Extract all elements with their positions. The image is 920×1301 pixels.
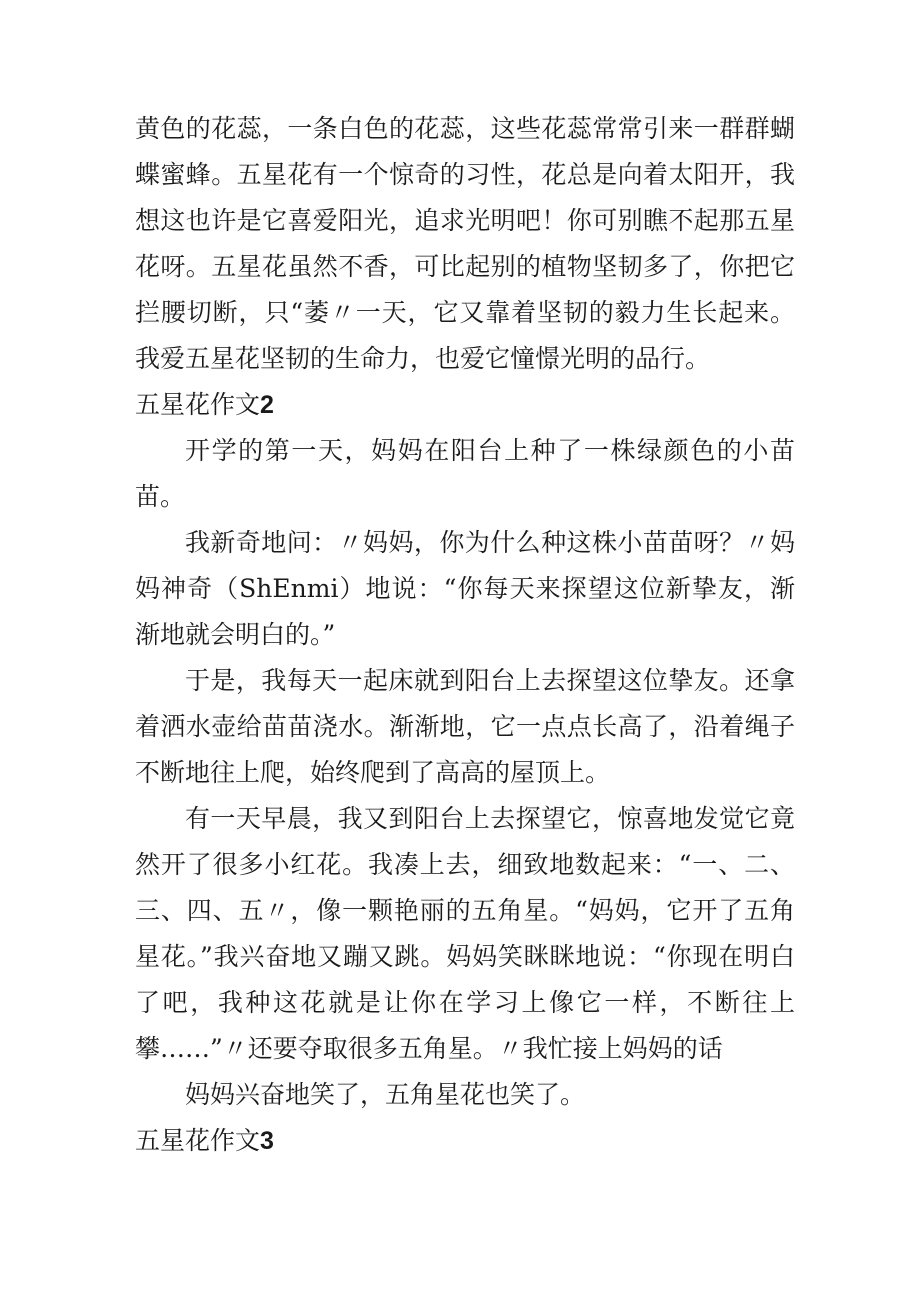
section-heading-2 (135, 382, 795, 428)
paragraph-4: 有一天早晨，我又到阳台上去探望它，惊喜地发觉它竟然开了很多小红花。我凑上去，细致地数起来：“一、二、三、四、五〃，像一颗艳丽的五角星。“妈妈，它开了五角星花。”我兴奋地又蹦又跳。妈妈笑眯眯地说：“你现在明白了吧，我种这花就是让你在学习上像它一样，不断往上攀……”〃还要夺取很多五角星。〃我忙接上妈妈的话 (135, 804, 795, 1063)
document-body (135, 106, 795, 1164)
heading-text: 五星花作文 (135, 390, 261, 419)
paragraph-1: 开学的第一天，妈妈在阳台上种了一株绿颜色的小苗苗。 (135, 436, 795, 511)
heading-number: 2 (260, 391, 274, 419)
heading-text: 五星花作文 (135, 1126, 261, 1155)
heading-number: 3 (260, 1127, 274, 1155)
paragraph-intro: 黄色的花蕊，一条白色的花蕊，这些花蕊常常引来一群群蝴蝶蜜蜂。五星花有一个惊奇的习性，花总是向着太阳开，我想这也许是它喜爱阳光，追求光明吧！你可别瞧不起那五星花呀。五星花虽然不香，可比起别的植物坚韧多了，你把它拦腰切断，只“萎〃一天，它又靠着坚韧的毅力生长起来。我爱五星花坚韧的生命力，也爱它憧憬光明的品行。 (135, 114, 795, 373)
paragraph-2: 我新奇地问：〃妈妈，你为什么种这株小苗苗呀？〃妈妈神奇（ShEnmi）地说：“你每天来探望这位新挚友，渐渐地就会明白的。” (135, 528, 795, 649)
section-heading-3 (135, 1118, 795, 1164)
paragraph-3: 于是，我每天一起床就到阳台上去探望这位挚友。还拿着洒水壶给苗苗浇水。渐渐地，它一点点长高了，沿着绳子不断地往上爬，始终爬到了高高的屋顶上。 (135, 666, 795, 787)
paragraph-5: 妈妈兴奋地笑了，五角星花也笑了。 (185, 1080, 586, 1109)
